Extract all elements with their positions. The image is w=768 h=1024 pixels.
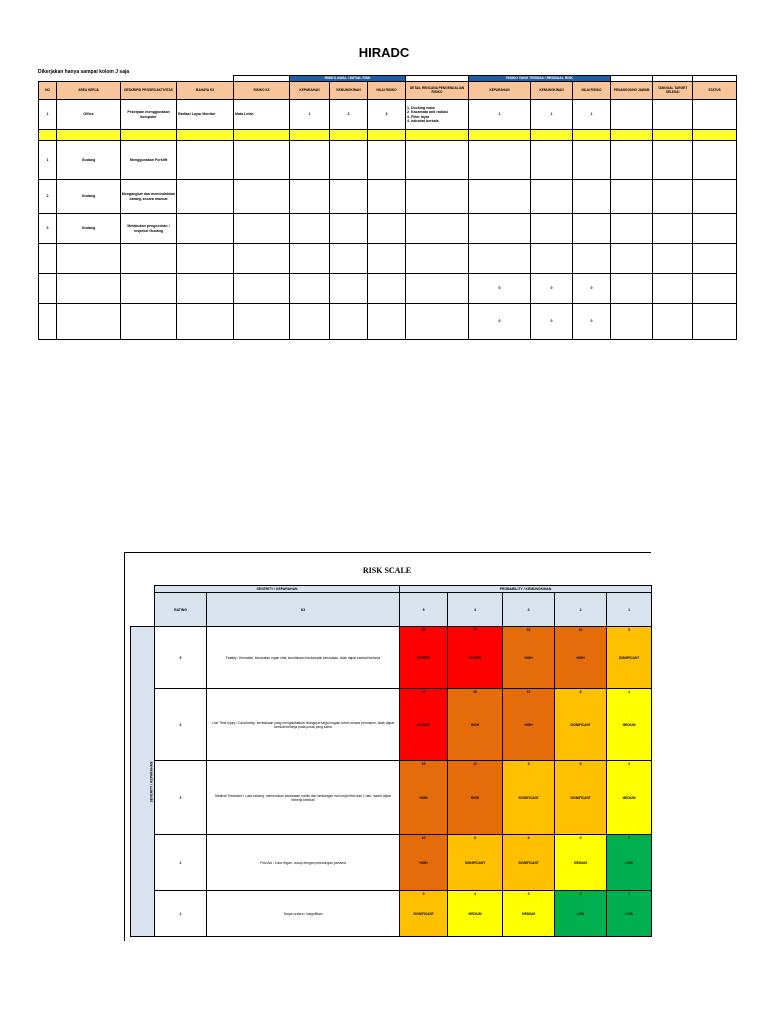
risk-level: SIGNIFICANT (518, 795, 539, 800)
table-cell (330, 244, 368, 274)
table-cell (653, 100, 693, 130)
risk-level: MEDIUM (622, 722, 636, 727)
table-cell (406, 130, 469, 141)
risk-cell (400, 835, 448, 891)
risk-cell (448, 689, 503, 761)
scale-group-header-row (131, 586, 652, 593)
table-row (39, 214, 737, 244)
table-cell: 1 (469, 100, 531, 130)
table-cell (290, 180, 330, 214)
risk-cell (448, 761, 503, 835)
table-cell: Gudang (57, 180, 121, 214)
risk-score: 15 (526, 628, 531, 632)
table-cell (693, 141, 737, 180)
table-cell (693, 100, 737, 130)
table-cell: 0 (531, 274, 573, 304)
column-header: NILAI RISIKO (368, 82, 406, 100)
probability-header: PROBABILITY / KEMUNGKINAN (400, 586, 652, 593)
table-cell: 0 (573, 274, 611, 304)
highlighted-row (39, 130, 737, 141)
table-cell (121, 244, 177, 274)
instruction-note: Dikerjakan hanya sampai kolom J saja (38, 69, 130, 75)
table-cell (177, 130, 234, 141)
table-cell (693, 304, 737, 340)
risk-cell (607, 835, 652, 891)
column-header-row (39, 82, 737, 100)
severity-header: SEVERITY / KEPARAHAN (155, 586, 400, 593)
table-cell (121, 274, 177, 304)
column-header: KEMUNGKINAN (531, 82, 573, 100)
table-cell: 1 (39, 100, 57, 130)
risk-level: SIGNIFICANT (570, 722, 591, 727)
severity-description: Lost Time Injury / Cacat tetap, kecelakaan yang mengakibatkan hilangnya fungsi bagian tubuh secara permanen, tidak dapat kembali bekerja pada posisi yang sama (207, 689, 400, 761)
probability-col-2: 2 (555, 593, 607, 627)
table-cell (234, 274, 290, 304)
table-cell (234, 180, 290, 214)
column-header: TANGGAL TARGET SELESAI (653, 82, 693, 100)
table-cell (531, 130, 573, 141)
risk-cell (607, 761, 652, 835)
table-cell (653, 130, 693, 141)
initial-risk-header: RISIKO AWAL / INITIAL RISK (290, 76, 406, 82)
risk-score: 12 (526, 690, 531, 694)
table-cell (177, 180, 234, 214)
risk-cell (555, 835, 607, 891)
table-cell (330, 130, 368, 141)
column-header: DESKRIPSI PROSES/AKTIVITAS (121, 82, 177, 100)
table-cell: 0 (469, 274, 531, 304)
scale-row (131, 835, 652, 891)
risk-level: HIGH (471, 795, 479, 800)
table-cell: Pekerjaan menggunakan komputer (121, 100, 177, 130)
table-cell (653, 214, 693, 244)
table-cell: Mata Lelah (234, 100, 290, 130)
table-cell (573, 180, 611, 214)
severity-description: Medical Treatment / Luka sedang, memerlukan perawatan medis dan kehilangan hari kerja lebih dari 1 hari, masih dapat bekerja kembali (207, 761, 400, 835)
risk-cell (400, 689, 448, 761)
table-cell (290, 304, 330, 340)
table-cell (234, 244, 290, 274)
risk-score: 25 (421, 628, 426, 632)
risk-cell (555, 627, 607, 689)
column-header: KEMUNGKINAN (330, 82, 368, 100)
risk-score: 3 (628, 762, 630, 766)
table-cell (469, 141, 531, 180)
scale-row (131, 891, 652, 937)
risk-scale-table (130, 585, 652, 937)
risk-cell (448, 627, 503, 689)
table-cell (693, 244, 737, 274)
risk-level: SIGNIFICANT (464, 860, 486, 865)
table-cell: 0 (573, 304, 611, 340)
column-header: PENANGGUNG JAWAB (611, 82, 653, 100)
risk-score: 8 (474, 836, 476, 840)
severity-rating: 1 (155, 891, 207, 937)
table-row (39, 304, 737, 340)
risk-scale-title: RISK SCALE (362, 566, 412, 575)
risk-level: HIGH (419, 795, 428, 800)
risk-level: LOW (625, 860, 633, 865)
table-cell (57, 274, 121, 304)
table-cell (57, 304, 121, 340)
table-cell (469, 244, 531, 274)
table-cell (531, 141, 573, 180)
table-cell (57, 244, 121, 274)
risk-score: 2 (628, 836, 630, 840)
risk-level: HIGH (576, 655, 585, 660)
risk-cell (607, 689, 652, 761)
column-header: AREA KERJA (57, 82, 121, 100)
table-cell (177, 214, 234, 244)
table-row (39, 244, 737, 274)
risk-score: 4 (579, 836, 582, 840)
table-cell (573, 130, 611, 141)
table-cell (531, 180, 573, 214)
risk-cell (607, 627, 652, 689)
table-cell: Gudang (57, 214, 121, 244)
severity-description: Fatality / Kematian, kecacatan organ vital, kecelakaan berdampak kerusakan, tidak dapat kembali bekerja (207, 627, 400, 689)
probability-col-5: 5 (400, 593, 448, 627)
table-cell (121, 304, 177, 340)
table-cell (573, 141, 611, 180)
risk-cell (503, 835, 555, 891)
risk-score: 1 (628, 892, 630, 896)
risk-level: SIGNIFICANT (618, 655, 640, 660)
column-header: NILAI RISIKO (573, 82, 611, 100)
table-cell (693, 130, 737, 141)
table-cell: 2 (39, 180, 57, 214)
table-cell (39, 244, 57, 274)
column-header: DETAIL RENCANA PENGENDALIAN RISIKO (406, 82, 469, 100)
table-row (39, 141, 737, 180)
table-cell (653, 304, 693, 340)
table-cell (469, 180, 531, 214)
severity-rating: 4 (155, 689, 207, 761)
probability-col-4: 4 (448, 593, 503, 627)
risk-score: 5 (422, 892, 425, 896)
table-cell (57, 130, 121, 141)
risk-level: LOW (625, 911, 633, 916)
table-cell (39, 304, 57, 340)
table-cell (368, 304, 406, 340)
probability-col-3: 3 (503, 593, 555, 627)
table-cell: 3 (330, 100, 368, 130)
risk-cell (503, 689, 555, 761)
risk-cell (448, 835, 503, 891)
table-cell (234, 141, 290, 180)
table-cell (531, 214, 573, 244)
risk-cell (555, 689, 607, 761)
risk-level: HIGH (524, 722, 533, 727)
risk-score: 9 (527, 762, 530, 766)
table-cell (406, 244, 469, 274)
risk-cell (503, 891, 555, 937)
risk-level: SIGNIFICANT (413, 911, 434, 916)
risk-score: 15 (421, 762, 426, 766)
table-cell (330, 304, 368, 340)
column-header: KEPARAHAN (469, 82, 531, 100)
risk-score: 5 (628, 628, 630, 632)
risk-score: 4 (628, 690, 630, 694)
table-cell (611, 244, 653, 274)
risk-score: 3 (527, 892, 530, 896)
risk-score: 16 (473, 690, 477, 694)
table-cell (330, 214, 368, 244)
table-cell (611, 274, 653, 304)
risk-score: 20 (473, 628, 477, 632)
page-title: HIRADC (358, 45, 410, 60)
severity-side-text: SEVERITY / KEPARAHAN (149, 761, 154, 802)
risk-level: SEVERE (417, 722, 430, 727)
risk-level: SEVERE (417, 655, 430, 660)
table-cell: 1 (290, 100, 330, 130)
table-cell: Gudang (57, 141, 121, 180)
table-cell (368, 274, 406, 304)
table-cell: 1 (531, 100, 573, 130)
table-cell (234, 130, 290, 141)
table-cell (573, 244, 611, 274)
risk-cell (400, 627, 448, 689)
table-cell: Office (57, 100, 121, 130)
table-cell (121, 130, 177, 141)
table-cell (469, 214, 531, 244)
risk-level: SEVERE (468, 655, 482, 660)
table-cell (406, 274, 469, 304)
table-cell: Radiasi Layar Monitor (177, 100, 234, 130)
column-header: NO (39, 82, 57, 100)
table-cell (234, 214, 290, 244)
risk-cell (448, 891, 503, 937)
risk-cell (607, 891, 652, 937)
severity-rating: 3 (155, 761, 207, 835)
table-cell (368, 130, 406, 141)
table-cell (290, 274, 330, 304)
risk-score: 6 (527, 836, 530, 840)
severity-side-label (131, 627, 155, 937)
table-cell (611, 180, 653, 214)
table-cell (177, 274, 234, 304)
table-cell (39, 130, 57, 141)
risk-level: HIGH (419, 860, 428, 865)
scale-row (131, 761, 652, 835)
table-row (39, 100, 737, 130)
table-row (39, 274, 737, 304)
table-cell (177, 304, 234, 340)
table-cell (573, 214, 611, 244)
risk-level: MEDIUM (468, 911, 482, 916)
table-cell (406, 214, 469, 244)
risk-level: MEDIUM (522, 911, 535, 916)
risk-score: 4 (474, 892, 476, 896)
risk-score: 2 (579, 892, 582, 896)
table-cell (693, 274, 737, 304)
risk-level: LOW (576, 911, 585, 916)
column-header: RISIKO K3 (234, 82, 290, 100)
table-cell: 0 (531, 304, 573, 340)
risk-score: 10 (578, 628, 583, 632)
risk-cell (555, 891, 607, 937)
table-cell (653, 180, 693, 214)
table-cell: 1. Docking mata 2. Kacamata anti radiasi 3. Filter layar 4. istirahat berkala (406, 100, 469, 130)
table-cell (406, 304, 469, 340)
table-cell (290, 214, 330, 244)
severity-description: Tanpa cedera / insignifikan (207, 891, 400, 937)
table-cell: Menggunakan Forklift (121, 141, 177, 180)
risk-cell (400, 761, 448, 835)
table-cell (368, 141, 406, 180)
risk-score: 10 (421, 836, 426, 840)
severity-description: First Aid / Luka ringan, cukup dengan pertolongan pertama (207, 835, 400, 891)
table-cell (406, 141, 469, 180)
table-cell (653, 244, 693, 274)
table-cell (406, 180, 469, 214)
hiradc-table (38, 75, 737, 340)
rating-header: RATING (155, 593, 207, 627)
table-cell (611, 214, 653, 244)
table-cell (368, 244, 406, 274)
table-cell (330, 141, 368, 180)
table-cell (177, 244, 234, 274)
scale-row (131, 627, 652, 689)
risk-cell (400, 891, 448, 937)
column-header: KEPARAHAN (290, 82, 330, 100)
table-row (39, 180, 737, 214)
risk-level: MEDIUM (574, 860, 587, 865)
table-cell (330, 180, 368, 214)
risk-cell (555, 761, 607, 835)
table-cell (531, 244, 573, 274)
table-cell (693, 180, 737, 214)
k3-header: K3 (207, 593, 400, 627)
table-cell: Melakukan pengecekan / inspeksi Gudang (121, 214, 177, 244)
table-cell (653, 274, 693, 304)
table-cell: 1 (573, 100, 611, 130)
table-cell (611, 100, 653, 130)
table-cell (39, 274, 57, 304)
table-cell (290, 141, 330, 180)
probability-col-1: 1 (607, 593, 652, 627)
risk-score: 20 (421, 690, 426, 694)
scale-row (131, 689, 652, 761)
table-cell: 1 (39, 141, 57, 180)
table-cell (368, 214, 406, 244)
risk-level: MEDIUM (622, 795, 636, 800)
severity-rating: 2 (155, 835, 207, 891)
table-cell (611, 130, 653, 141)
residual-risk-header: RISIKO YANG TERSISA / RESIDUAL RISK (469, 76, 611, 82)
risk-level: SIGNIFICANT (518, 860, 539, 865)
risk-cell (503, 761, 555, 835)
column-header: BAHAYA K3 (177, 82, 234, 100)
table-cell (469, 130, 531, 141)
risk-level: SIGNIFICANT (570, 795, 591, 800)
risk-level: HIGH (524, 655, 533, 660)
risk-level: HIGH (471, 722, 479, 727)
table-cell (290, 244, 330, 274)
table-cell (611, 141, 653, 180)
table-cell (653, 141, 693, 180)
table-cell: 3 (368, 100, 406, 130)
table-cell: Mengangkat dan memindahkan barang secara manual (121, 180, 177, 214)
risk-score: 12 (473, 762, 477, 766)
table-cell (693, 214, 737, 244)
table-cell (611, 304, 653, 340)
table-cell (330, 274, 368, 304)
risk-cell (503, 627, 555, 689)
risk-score: 6 (579, 762, 582, 766)
column-header: STATUS (693, 82, 737, 100)
table-cell (290, 130, 330, 141)
table-cell (177, 141, 234, 180)
table-cell: 3 (39, 214, 57, 244)
risk-score: 8 (579, 690, 582, 694)
table-cell (234, 304, 290, 340)
severity-rating: 5 (155, 627, 207, 689)
table-cell (368, 180, 406, 214)
scale-column-header-row (131, 593, 652, 627)
table-cell: 0 (469, 304, 531, 340)
